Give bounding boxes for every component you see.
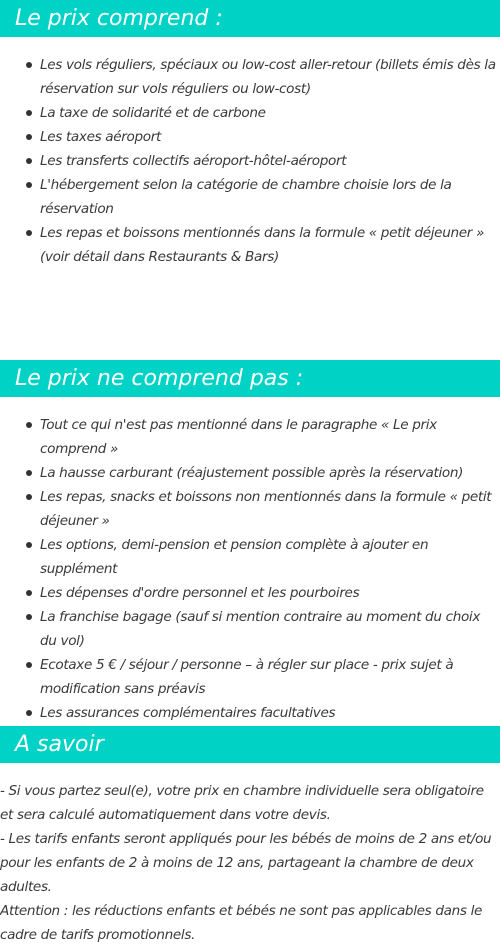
list-item: Ecotaxe 5 € / séjour / personne – à régler sur place - prix sujet à modification sans préavis [40,653,500,701]
list-item: La hausse carburant (réajustement possible après la réservation) [40,461,500,485]
list-item: Les taxes aéroport [40,125,500,149]
included-list [0,53,500,269]
list-item: L'hébergement selon la catégorie de chambre choisie lors de la réservation [40,173,500,221]
good-to-know-text [0,779,500,947]
section-header-not-included: Le prix ne comprend pas : [0,360,500,397]
paragraph: Attention : les réductions enfants et bébés ne sont pas applicables dans le cadre de tarifs promotionnels. [0,903,483,943]
list-item: Les dépenses d'ordre personnel et les pourboires [40,581,500,605]
list-item: Tout ce qui n'est pas mentionné dans le paragraphe « Le prix comprend » [40,413,500,461]
paragraph: - Les tarifs enfants seront appliqués pour les bébés de moins de 2 ans et/ou pour les enfants de 2 à moins de 12 ans, partageant la chambre de deux adultes. [0,831,492,895]
section-header-included: Le prix comprend : [0,0,500,37]
section-header-good-to-know: A savoir [0,726,500,763]
list-item: Les transferts collectifs aéroport-hôtel-aéroport [40,149,500,173]
paragraph: - Si vous partez seul(e), votre prix en chambre individuelle sera obligatoire et sera calculé automatiquement dans votre devis. [0,783,484,823]
list-item: La franchise bagage (sauf si mention contraire au moment du choix du vol) [40,605,500,653]
not-included-list [0,413,500,725]
list-item: Les assurances complémentaires facultatives [40,701,500,725]
list-item: La taxe de solidarité et de carbone [40,101,500,125]
list-item: Les options, demi-pension et pension complète à ajouter en supplément [40,533,500,581]
list-item: Les repas, snacks et boissons non mentionnés dans la formule « petit déjeuner » [40,485,500,533]
list-item: Les vols réguliers, spéciaux ou low-cost aller-retour (billets émis dès la réservation sur vols réguliers ou low-cost) [40,53,500,101]
list-item: Les repas et boissons mentionnés dans la formule « petit déjeuner » (voir détail dans Restaurants & Bars) [40,221,500,269]
